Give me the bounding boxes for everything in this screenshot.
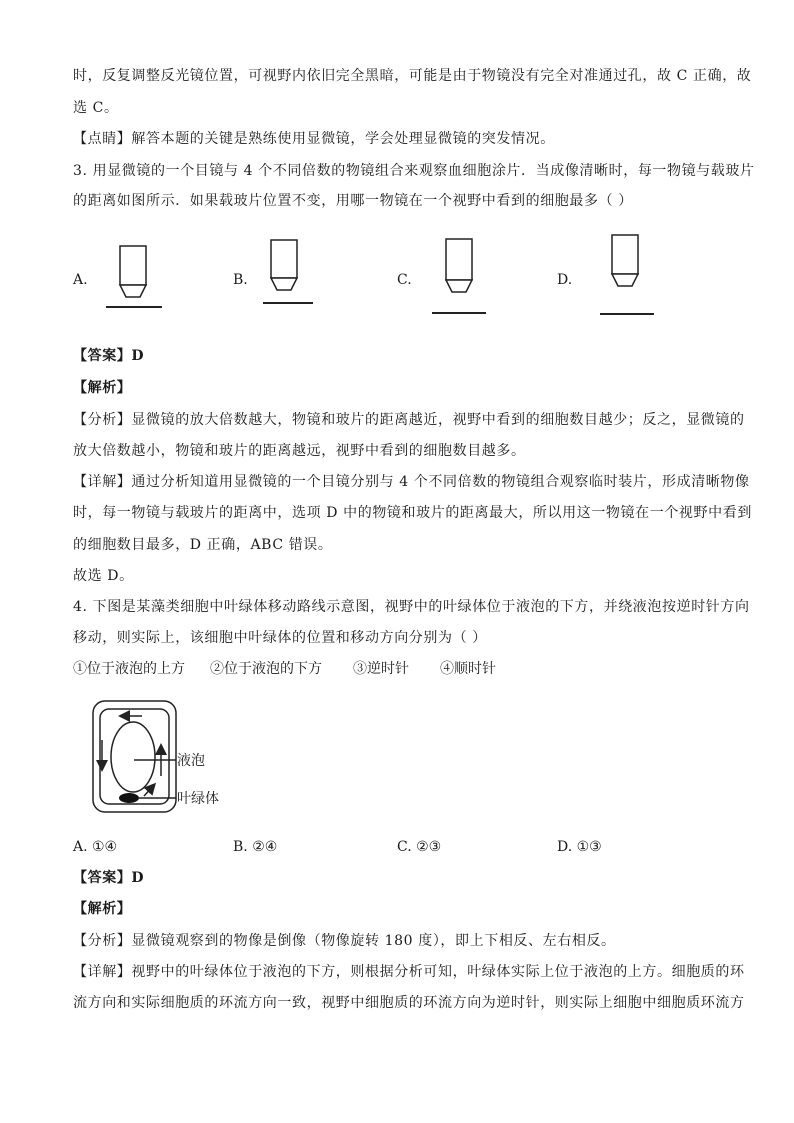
q4-option-d: D. ①③ xyxy=(557,839,602,855)
text-line: 选 C。 xyxy=(73,100,119,116)
detail-line: 流方向和实际细胞质的环流方向一致，视野中细胞质的环流方向为逆时针，则实际上细胞中细胞质环流方 xyxy=(73,995,745,1011)
detail-line: 【详解】通过分析知道用显微镜的一个目镜分别与 4 个不同倍数的物镜组合观察临时装片，形成清晰物像 xyxy=(73,474,750,490)
text-line: 时，反复调整反光镜位置，可视野内依旧完全黑暗，可能是由于物镜没有完全对准通过孔，故 C 正确，故 xyxy=(73,68,752,84)
detail-line: 的细胞数目最多，D 正确，ABC 错误。 xyxy=(73,537,333,553)
q4-option-b: B. ②④ xyxy=(233,839,278,855)
conclusion-line: 故选 D。 xyxy=(73,568,134,584)
q3-option-b-label: B. xyxy=(233,272,248,288)
q3-option-a-label: A. xyxy=(73,272,88,288)
detail-line: 时，每一物镜与载玻片的距离中，选项 D 中的物镜和玻片的距离最大，所以用这一物镜在一个视野中看到 xyxy=(73,505,752,521)
text-line: 【点睛】解答本题的关键是熟练使用显微镜，学会处理显微镜的突发情况。 xyxy=(73,131,555,147)
question-3-line: 的距离如图所示．如果载玻片位置不变，用哪一物镜在一个视野中看到的细胞最多（ ） xyxy=(73,193,633,209)
chloroplast-label: 叶绿体 xyxy=(177,791,219,807)
vacuole-label: 液泡 xyxy=(177,753,205,769)
analysis-heading: 【解析】 xyxy=(73,380,132,396)
q3-option-d-label: D. xyxy=(557,272,573,288)
question-4-line: 移动，则实际上，该细胞中叶绿体的位置和移动方向分别为（ ） xyxy=(73,630,487,646)
analysis-line: 【分析】显微镜观察到的物像是倒像（物像旋转 180 度），即上下相反、左右相反。 xyxy=(73,933,616,949)
answer-label: 【答案】D xyxy=(73,348,145,364)
chloroplast-shape xyxy=(119,793,139,803)
analysis-line: 【分析】显微镜的放大倍数越大，物镜和玻片的距离越近，视野中看到的细胞数目越少；反之，显微镜的 xyxy=(73,412,745,428)
vacuole-shape xyxy=(111,722,155,792)
statement-3: ③逆时针 xyxy=(353,661,409,677)
question-3-line: 3. 用显微镜的一个目镜与 4 个不同倍数的物镜组合来观察血细胞涂片．当成像清晰时，每一物镜与载玻片 xyxy=(73,163,755,179)
statement-4: ④顺时针 xyxy=(440,661,496,677)
q4-option-a: A. ①④ xyxy=(73,839,118,855)
analysis-heading: 【解析】 xyxy=(73,901,132,917)
q3-option-c-label: C. xyxy=(397,272,412,288)
question-4-line: 4. 下图是某藻类细胞中叶绿体移动路线示意图，视野中的叶绿体位于液泡的下方，并绕液泡按逆时针方向 xyxy=(73,599,750,615)
statement-2: ②位于液泡的下方 xyxy=(210,661,322,677)
answer-label: 【答案】D xyxy=(73,870,145,886)
detail-line: 【详解】视野中的叶绿体位于液泡的下方，则根据分析可知，叶绿体实际上位于液泡的上方。细胞质的环 xyxy=(73,964,745,980)
analysis-line: 放大倍数越小，物镜和玻片的距离越远，视野中看到的细胞数目越多。 xyxy=(73,443,526,459)
statement-1: ①位于液泡的上方 xyxy=(73,661,185,677)
q4-option-c: C. ②③ xyxy=(397,839,442,855)
